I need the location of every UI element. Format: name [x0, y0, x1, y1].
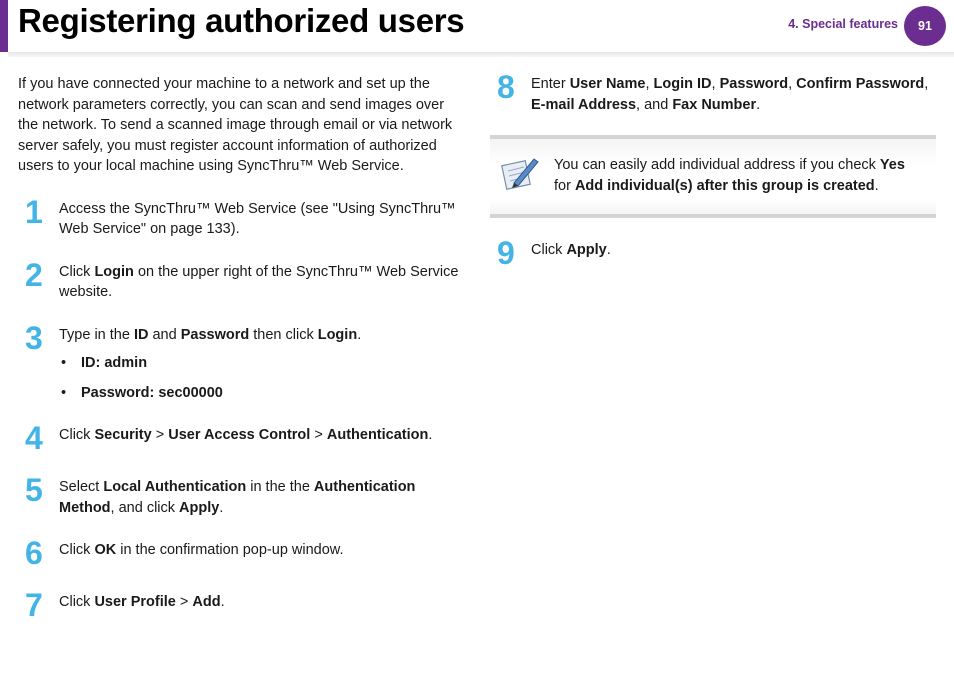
step-8-slot — [490, 69, 936, 115]
note-box — [490, 135, 936, 218]
bold-term: ID — [133, 326, 149, 343]
bold-term: Apply — [566, 242, 607, 258]
text-run: . — [428, 427, 433, 443]
text-run: then click — [249, 326, 318, 343]
step-number: 4 — [25, 420, 43, 456]
step-text — [59, 199, 464, 240]
step-text — [59, 477, 464, 518]
bold-term: Local Authentication — [103, 479, 247, 495]
step-number: 5 — [25, 472, 43, 508]
bold-term: Fax Number — [672, 96, 757, 113]
bold-term: Login — [317, 326, 358, 343]
page-number-badge: 91 — [904, 6, 946, 46]
note-text — [554, 155, 922, 196]
text-run: > — [310, 427, 327, 443]
text-run: . — [219, 499, 224, 516]
text-run: . — [357, 326, 362, 343]
step-9-slot — [490, 235, 936, 271]
text-run: , — [924, 76, 929, 92]
step-number: 6 — [25, 535, 43, 571]
text-run: Enter — [531, 76, 570, 92]
list-item: • Password: sec00000 — [59, 383, 464, 404]
step-text — [59, 540, 464, 561]
text-run: on the upper right of the SyncThru™ Web Service website. — [59, 263, 459, 300]
text-run: Select — [59, 479, 104, 495]
bold-term: Apply — [179, 499, 220, 516]
text-run: Click — [59, 263, 95, 280]
left-column — [18, 74, 464, 644]
text-run: and — [148, 326, 181, 343]
text-run: You can easily add individual address if you check — [554, 157, 880, 173]
text-run: in the confirmation pop-up window. — [116, 542, 344, 558]
bold-term: E-mail Address — [531, 96, 637, 113]
step-9 — [490, 235, 936, 271]
page-title: Registering authorized users — [18, 2, 465, 39]
text-run: Click — [59, 427, 95, 443]
right-column — [490, 69, 936, 285]
text-run: Type in the — [59, 326, 134, 343]
text-run: in the the — [246, 479, 314, 495]
step-text — [531, 240, 936, 261]
text-run: > — [175, 594, 193, 610]
list-item: • ID: admin — [59, 353, 464, 374]
text-run: for — [554, 177, 575, 194]
section-label: 4. Special features — [788, 17, 898, 31]
steps-list — [18, 193, 464, 623]
bold-term: Login ID — [653, 76, 712, 92]
bold-term: Confirm Password — [796, 76, 925, 92]
text-run: Click — [531, 242, 567, 258]
bold-term: Login — [94, 263, 134, 280]
note-pencil-icon — [500, 153, 540, 191]
text-run: . — [606, 242, 611, 258]
text-run: Click — [59, 594, 95, 610]
bold-term: OK — [94, 542, 117, 558]
bold-term: Yes — [879, 157, 905, 173]
step-number: 7 — [25, 587, 43, 623]
bold-term: Password — [719, 76, 789, 92]
text-run: , — [711, 76, 720, 92]
step-number: 8 — [497, 69, 515, 105]
step-text — [59, 262, 464, 303]
text-run: , and click — [110, 499, 180, 516]
step-number: 2 — [25, 256, 43, 293]
intro-paragraph: If you have connected your machine to a network and set up the network parameters correctly, you can scan and send images over the network. To send a scanned image through email or via network server safely, you must register account information of authorized users to your local machine using SyncThru™ Web Service. — [18, 76, 453, 174]
step-5 — [18, 472, 464, 518]
header-divider — [8, 52, 954, 57]
text-run: , — [788, 76, 797, 92]
text-run: , and — [636, 96, 673, 113]
bold-term: User Name — [569, 76, 646, 92]
bold-term: User Access Control — [168, 427, 311, 443]
step-6 — [18, 535, 464, 571]
step-7 — [18, 587, 464, 623]
step-4 — [18, 420, 464, 456]
text-run: , — [645, 76, 654, 92]
text-run: . — [756, 96, 761, 113]
bold-term: User Profile — [94, 594, 176, 610]
text-run: Click — [59, 542, 95, 558]
text-run: Access the SyncThru™ Web Service (see "Using SyncThru™ Web Service" on page 133). — [59, 200, 456, 237]
header-accent-bar — [0, 0, 8, 52]
text-run: . — [874, 177, 879, 194]
step-number: 9 — [497, 235, 515, 271]
step-2 — [18, 256, 464, 303]
bold-term: Authentication Method — [59, 479, 416, 516]
bold-term: Add individual(s) after this group is created — [574, 177, 875, 194]
bold-term: Authentication — [326, 427, 429, 443]
text-run: > — [151, 427, 169, 443]
step-text — [531, 74, 936, 115]
step-number: 3 — [25, 319, 43, 356]
bold-term: Add — [192, 594, 221, 610]
step-text — [59, 425, 464, 446]
step-text — [59, 592, 464, 613]
text-run: . — [220, 594, 225, 610]
step-1 — [18, 193, 464, 240]
credentials-list — [59, 353, 464, 403]
step-3 — [18, 319, 464, 404]
bold-term: Security — [94, 427, 152, 443]
step-number: 1 — [25, 193, 43, 230]
step-8 — [490, 69, 936, 115]
bold-term: Password — [180, 326, 250, 343]
step-text — [59, 325, 464, 346]
